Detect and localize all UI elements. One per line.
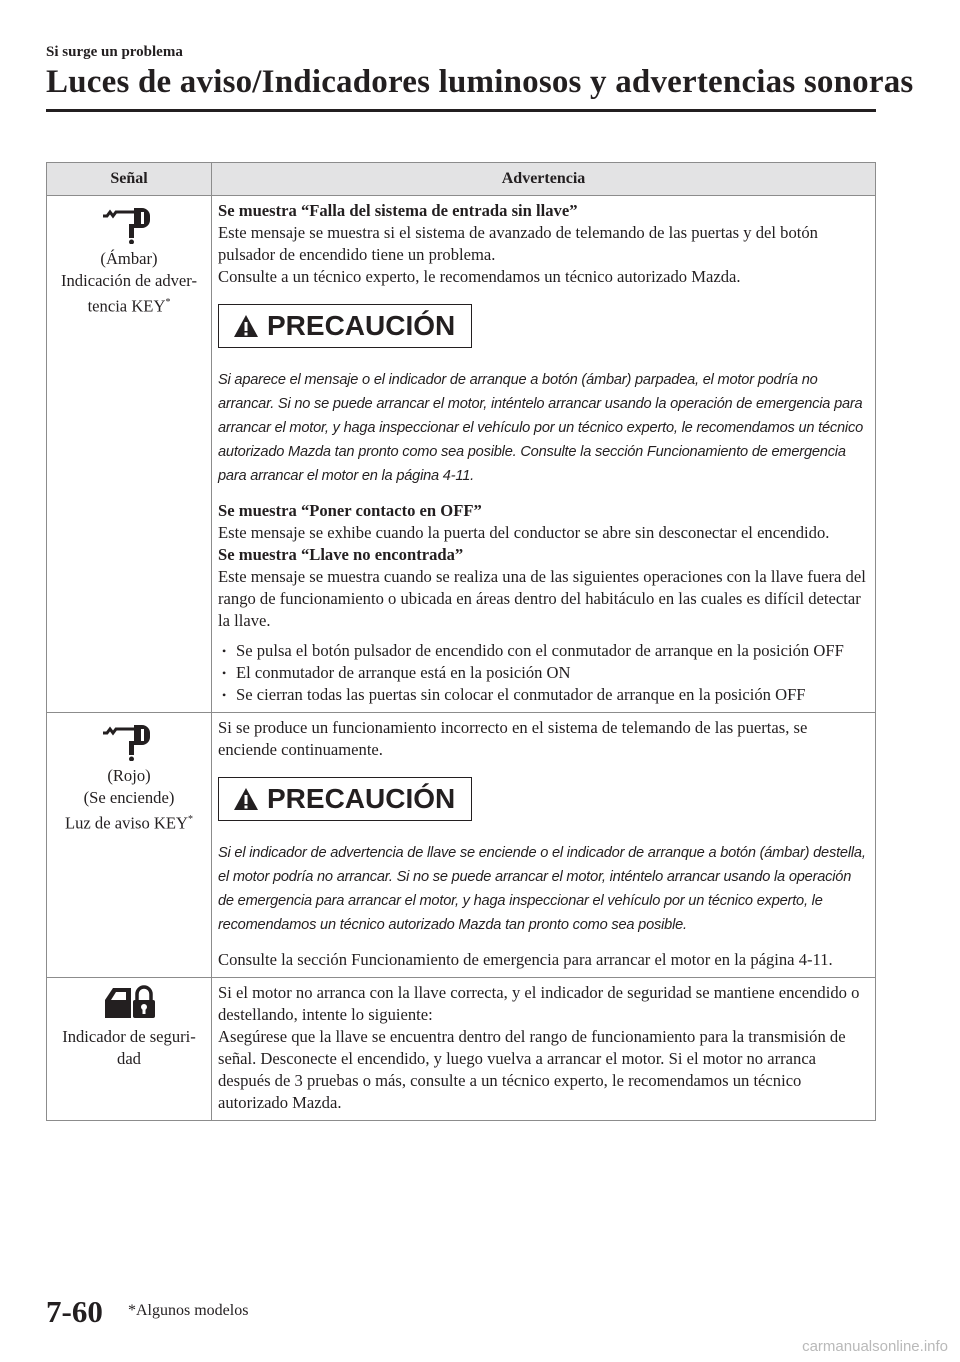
warning-cell: [212, 196, 876, 713]
message-text: Este mensaje se muestra cuando se realiza una de las siguientes operaciones con la llave fuera del rango de funcionamiento o ubicada en áreas dentro del habitáculo en las cuales es difícil detectar la llave.: [218, 567, 866, 630]
section-label: Si surge un problema: [46, 44, 183, 60]
signal-cell: [47, 713, 212, 978]
warning-table: [46, 162, 876, 1121]
message-text: Este mensaje se exhibe cuando la puerta del conductor se abre sin desconectar el encendido.: [218, 523, 830, 542]
caution-box: [218, 777, 472, 821]
message-text: Consulte la sección Funcionamiento de emergencia para arrancar el motor en la página 4-11.: [218, 950, 833, 969]
signal-name: Luz de aviso KEY*: [64, 813, 194, 833]
message-text: Asegúrese que la llave se encuentra dentro del rango de funcionamiento para la transmisión de señal. Desconecte el encendido, y luego vuelva a arrancar el motor. Si el motor no arranca después de 3 pruebas o más, consulte a un técnico experto, le recomendamos un técnico autorizado Mazda.: [218, 1027, 846, 1112]
page-number: 7-60: [46, 1294, 103, 1329]
col-warning-header: Advertencia: [212, 163, 876, 196]
page-title: Luces de aviso/Indicadores luminosos y advertencias sonoras: [46, 64, 914, 100]
title-rule: [46, 109, 876, 112]
message-heading: Se muestra “Llave no encontrada”: [218, 545, 464, 564]
table-row: [47, 978, 876, 1121]
message-text: Si el motor no arranca con la llave correcta, y el indicador de seguridad se mantiene encendido o destellando, intente lo siguiente:: [218, 983, 860, 1024]
table-row: [47, 196, 876, 713]
signal-cell: [47, 196, 212, 713]
message-text: Si se produce un funcionamiento incorrecto en el sistema de telemando de las puertas, se enciende continuamente.: [218, 718, 808, 759]
list-item: • El conmutador de arranque está en la posición ON: [218, 662, 869, 684]
list-item: • Se pulsa el botón pulsador de encendido con el conmutador de arranque en la posición OFF: [218, 640, 869, 662]
caution-label: PRECAUCIÓN: [267, 783, 456, 814]
signal-color: (Ámbar): [100, 249, 158, 268]
col-signal-header: Señal: [47, 163, 212, 196]
signal-name: Indicador de seguri-dad: [62, 1027, 196, 1068]
caution-text: Si el indicador de advertencia de llave se enciende o el indicador de arranque a botón (ámbar) destella, el motor podría no arrancar. Si no se puede arrancar el motor, inténtelo arrancar usando la operación de emergencia para arrancar el motor, y haga inspeccionar el vehículo por un técnico experto, le recomendamos un técnico autorizado Mazda tan pronto como sea posible.: [218, 845, 866, 933]
security-indicator-icon: [101, 982, 157, 1022]
caution-text: Si aparece el mensaje o el indicador de arranque a botón (ámbar) parpadea, el motor podría no arrancar. Si no se puede arrancar el motor, inténtelo arrancar usando la operación de emergencia para arrancar el motor, y haga inspeccionar el vehículo por un técnico experto, le recomendamos un técnico autorizado Mazda tan pronto como sea posible. Consulte la sección Funcionamiento de emergencia para arrancar el motor en la página 4-11.: [218, 372, 863, 484]
signal-name: Indicación de adver-tencia KEY*: [60, 271, 198, 316]
warning-cell: [212, 713, 876, 978]
warning-triangle-icon: [233, 787, 259, 811]
message-text: Consulte a un técnico experto, le recomendamos un técnico autorizado Mazda.: [218, 267, 741, 286]
message-text: Este mensaje se muestra si el sistema de avanzado de telemando de las puertas y del botón pulsador de encendido tiene un problema.: [218, 223, 818, 264]
watermark: carmanualsonline.info: [802, 1338, 948, 1355]
caution-box: [218, 304, 472, 348]
message-heading: Se muestra “Falla del sistema de entrada sin llave”: [218, 201, 578, 220]
caution-label: PRECAUCIÓN: [267, 310, 456, 341]
key-warning-icon: [99, 717, 159, 761]
message-heading: Se muestra “Poner contacto en OFF”: [218, 501, 482, 520]
signal-cell: [47, 978, 212, 1121]
signal-state: (Se enciende): [83, 788, 175, 807]
signal-color: (Rojo): [107, 766, 151, 785]
table-header-row: [47, 163, 876, 196]
warning-cell: [212, 978, 876, 1121]
condition-list: [218, 640, 869, 706]
key-warning-icon: [99, 200, 159, 244]
list-item: • Se cierran todas las puertas sin colocar el conmutador de arranque en la posición OFF: [218, 684, 869, 706]
table-row: [47, 713, 876, 978]
footnote: *Algunos modelos: [128, 1302, 249, 1319]
warning-triangle-icon: [233, 314, 259, 338]
